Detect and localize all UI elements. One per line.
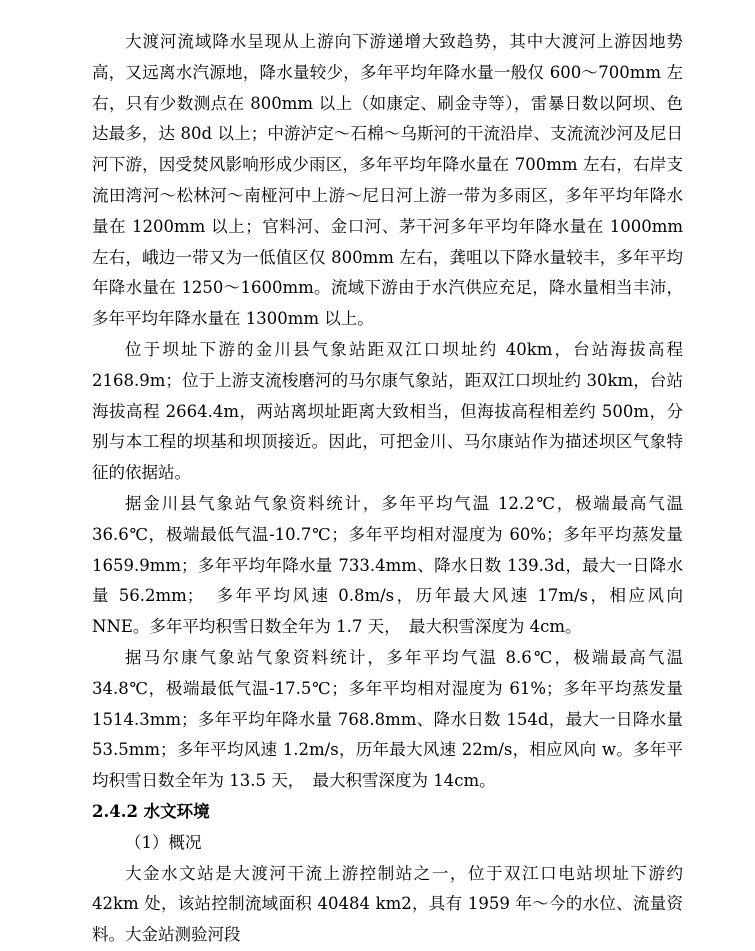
section-heading: 2.4.2 水文环境 [92,801,210,821]
paragraph-jinchuan-station: 据金川县气象站气象资料统计，多年平均气温 12.2℃，极端最高气温 36.6℃，极端最低气温-10.7℃；多年平均相对湿度为 60%；多年平均蒸发量 1659.9mm；多年平均年降水量 733.4mm、降水日数 139.3d，最大一日降水量 56.2mm； 多年平均风速 0.8m/s，历年最大风速 17m/s，相应风向 NNE。多年平均积雪日数全年为 1.7 天， 最大积雪深度为 4cm。 [92,493,683,637]
subsection-heading: （1）概况 [125,832,202,852]
paragraph-precipitation: 大渡河流域降水呈现从上游向下游递增大致趋势，其中大渡河上游因地势高，又远离水汽源地，降水量较少，多年平均年降水量一般仅 600～700mm 左右，只有少数测点在 800mm 以上（如康定、刷金寺等），雷暴日数以阿坝、色达最多，达 80d 以上；中游泸定～石棉～乌斯河的干流沿岸、支流流沙河及尼日河下游，因受焚风影响形成少雨区，多年平均年降水量在 700mm 左右，右岸支流田湾河～松林河～南桠河中上游～尼日河上游一带为多雨区，多年平均年降水量在 1200mm 以上；官料河、金口河、茅干河多年平均年降水量在 1000mm 左右，峨边一带又为一低值区仅 800mm 左右，龚咀以下降水量较丰，多年平均年降水量在 1250～1600mm。流域下游由于水汽供应充足，降水量相当丰沛，多年平均年降水量在 1300mm 以上。 [92,32,683,329]
paragraph-weather-stations: 位于坝址下游的金川县气象站距双江口坝址约 40km，台站海拔高程 2168.9m；位于上游支流梭磨河的马尔康气象站，距双江口坝址约 30km，台站海拔高程 2664.4m，两站离坝址距离大致相当，但海拔高程相差约 500m，分别与本工程的坝基和坝顶接近。因此，可把金川、马尔康站作为描述坝区气象特征的依据站。 [92,339,683,483]
paragraph-dajin-station: 大金水文站是大渡河干流上游控制站之一，位于双江口电站坝址下游约 42km 处，该站控制流域面积 40484 km2，具有 1959 年～今的水位、流量资料。大金站测验河段 [92,863,683,945]
paragraph-maerkang-station: 据马尔康气象站气象资料统计，多年平均气温 8.6℃，极端最高气温 34.8℃，极端最低气温-17.5℃；多年平均相对湿度为 61%；多年平均蒸发量 1514.3mm；多年平均年降水量 768.8mm、降水日数 154d，最大一日降水量 53.5mm；多年平均风速 1.2m/s，历年最大风速 22m/s，相应风向 w。多年平均积雪日数全年为 13.5 天， 最大积雪深度为 14cm。 [92,647,683,791]
